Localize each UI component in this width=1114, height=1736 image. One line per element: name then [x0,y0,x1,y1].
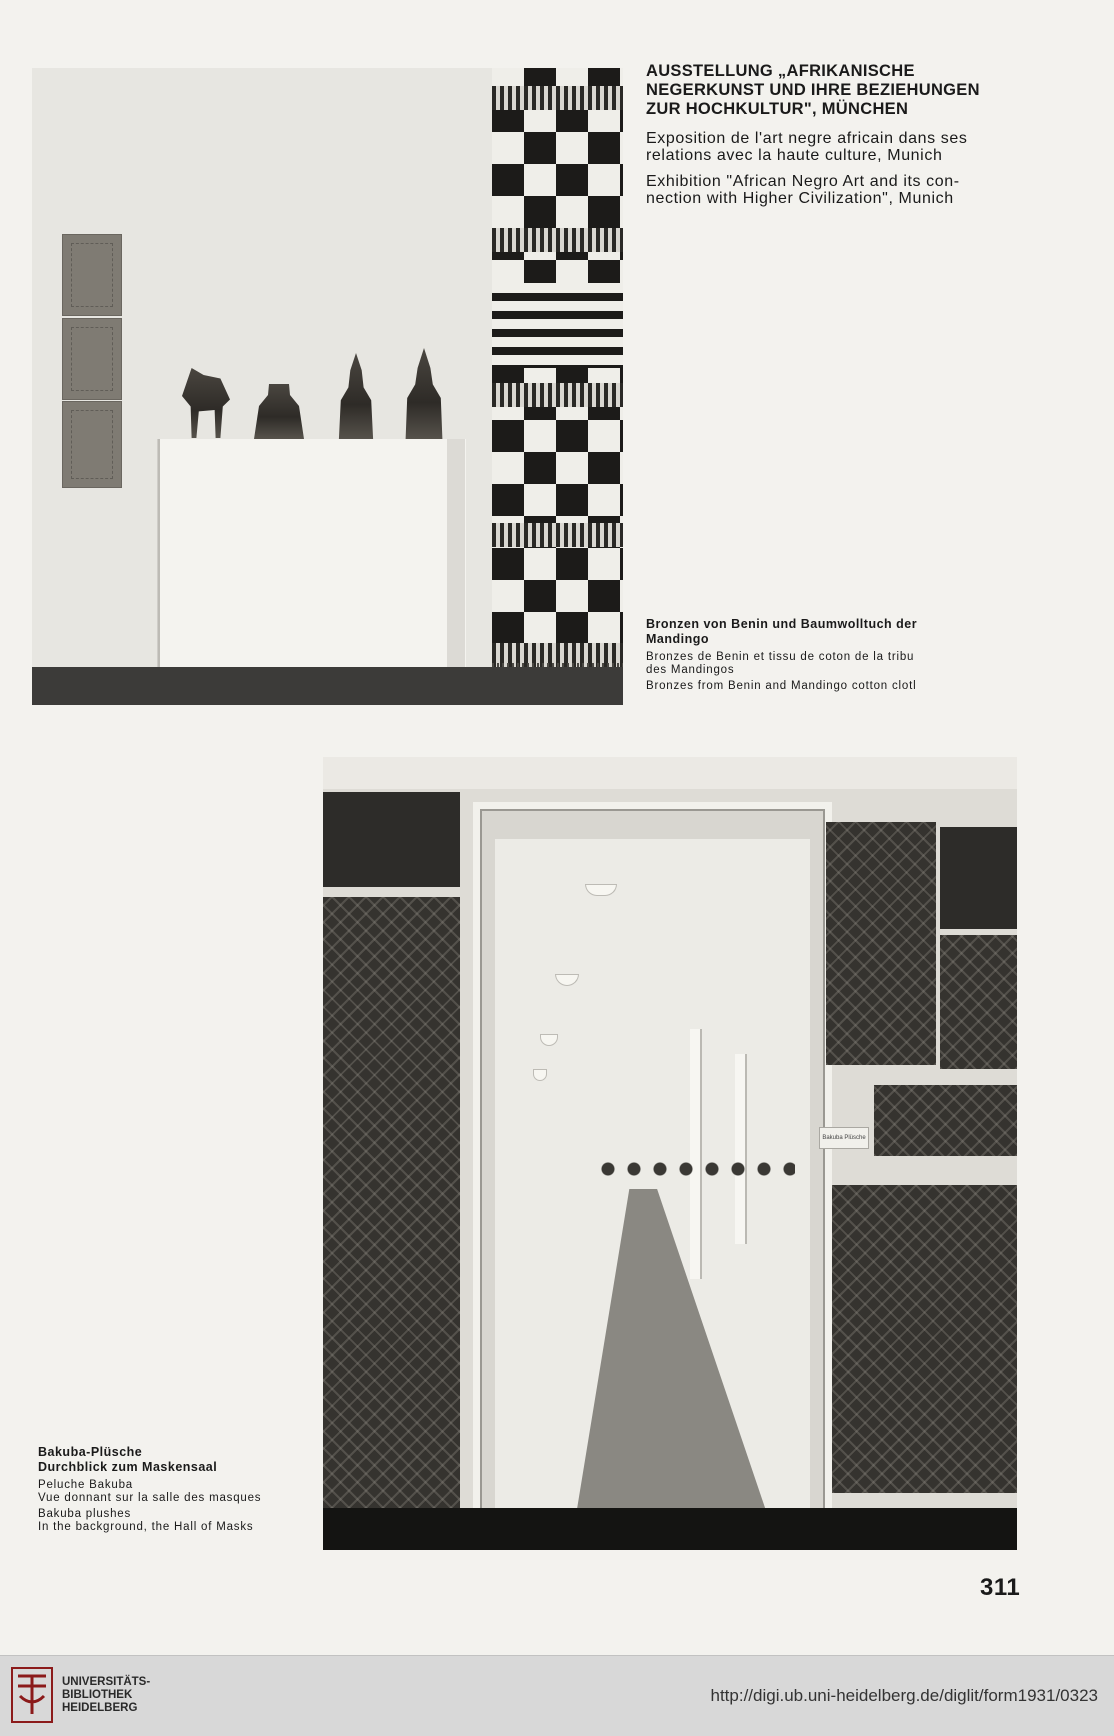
bakuba-plush [826,822,936,1065]
bakuba-plush [874,1085,1017,1156]
bronze-head [337,353,375,439]
bronze-plaque [62,234,122,316]
bronze-horse-rider [182,368,230,438]
article-heading [646,62,1026,216]
mandingo-cotton-cloth [492,68,623,667]
bronze-plaque [62,401,122,488]
heading-english: Exhibition "African Negro Art and its con- nection with Higher Civilization", Munich [646,173,960,207]
doorway-to-mask-hall [473,802,832,1536]
university-library-logo-icon [10,1666,54,1724]
gallery-floor [32,667,623,705]
library-name: UNIVERSITÄTS- BIBLIOTHEK HEIDELBERG [62,1676,151,1714]
bakuba-plush [940,935,1017,1069]
bakuba-plush [940,827,1017,929]
bronze-head [404,348,444,439]
bakuba-plush [323,897,460,1517]
photo-benin-bronzes [32,68,623,705]
source-url[interactable]: http://digi.ub.uni-heidelberg.de/diglit/form1931/0323 [710,1686,1098,1705]
heading-title: AUSSTELLUNG „AFRIKANISCHE NEGERKUNST UND IHRE BEZIEHUNGEN ZUR HOCHKULTUR", MÜNCHEN [646,62,980,118]
bakuba-plush [323,792,460,887]
bronze-plaque [62,318,122,400]
mask-display [595,1159,795,1179]
bakuba-plush [832,1185,1017,1493]
exhibit-label: Bakuba Plüsche [819,1127,869,1149]
display-plinth [157,439,466,679]
heading-french: Exposition de l'art negre africain dans ses relations avec la haute culture, Munich [646,130,968,164]
caption-bottom: Bakuba-Plüsche Durchblick zum Maskensaal Peluche Bakuba Vue donnant sur la salle des masques Bakuba plushes In the background, the Hall of Masks [38,1445,262,1533]
bronze-vessel [254,384,304,439]
library-footer [0,1655,1114,1736]
caption-top: Bronzen von Benin und Baumwolltuch der Mandingo Bronzes de Benin et tissu de coton de la tribu des Mandingos Bronzes from Benin and Mandingo cotton clotl [646,617,918,692]
photo-bakuba-plushes [323,757,1017,1550]
page-number: 311 [980,1574,1021,1601]
